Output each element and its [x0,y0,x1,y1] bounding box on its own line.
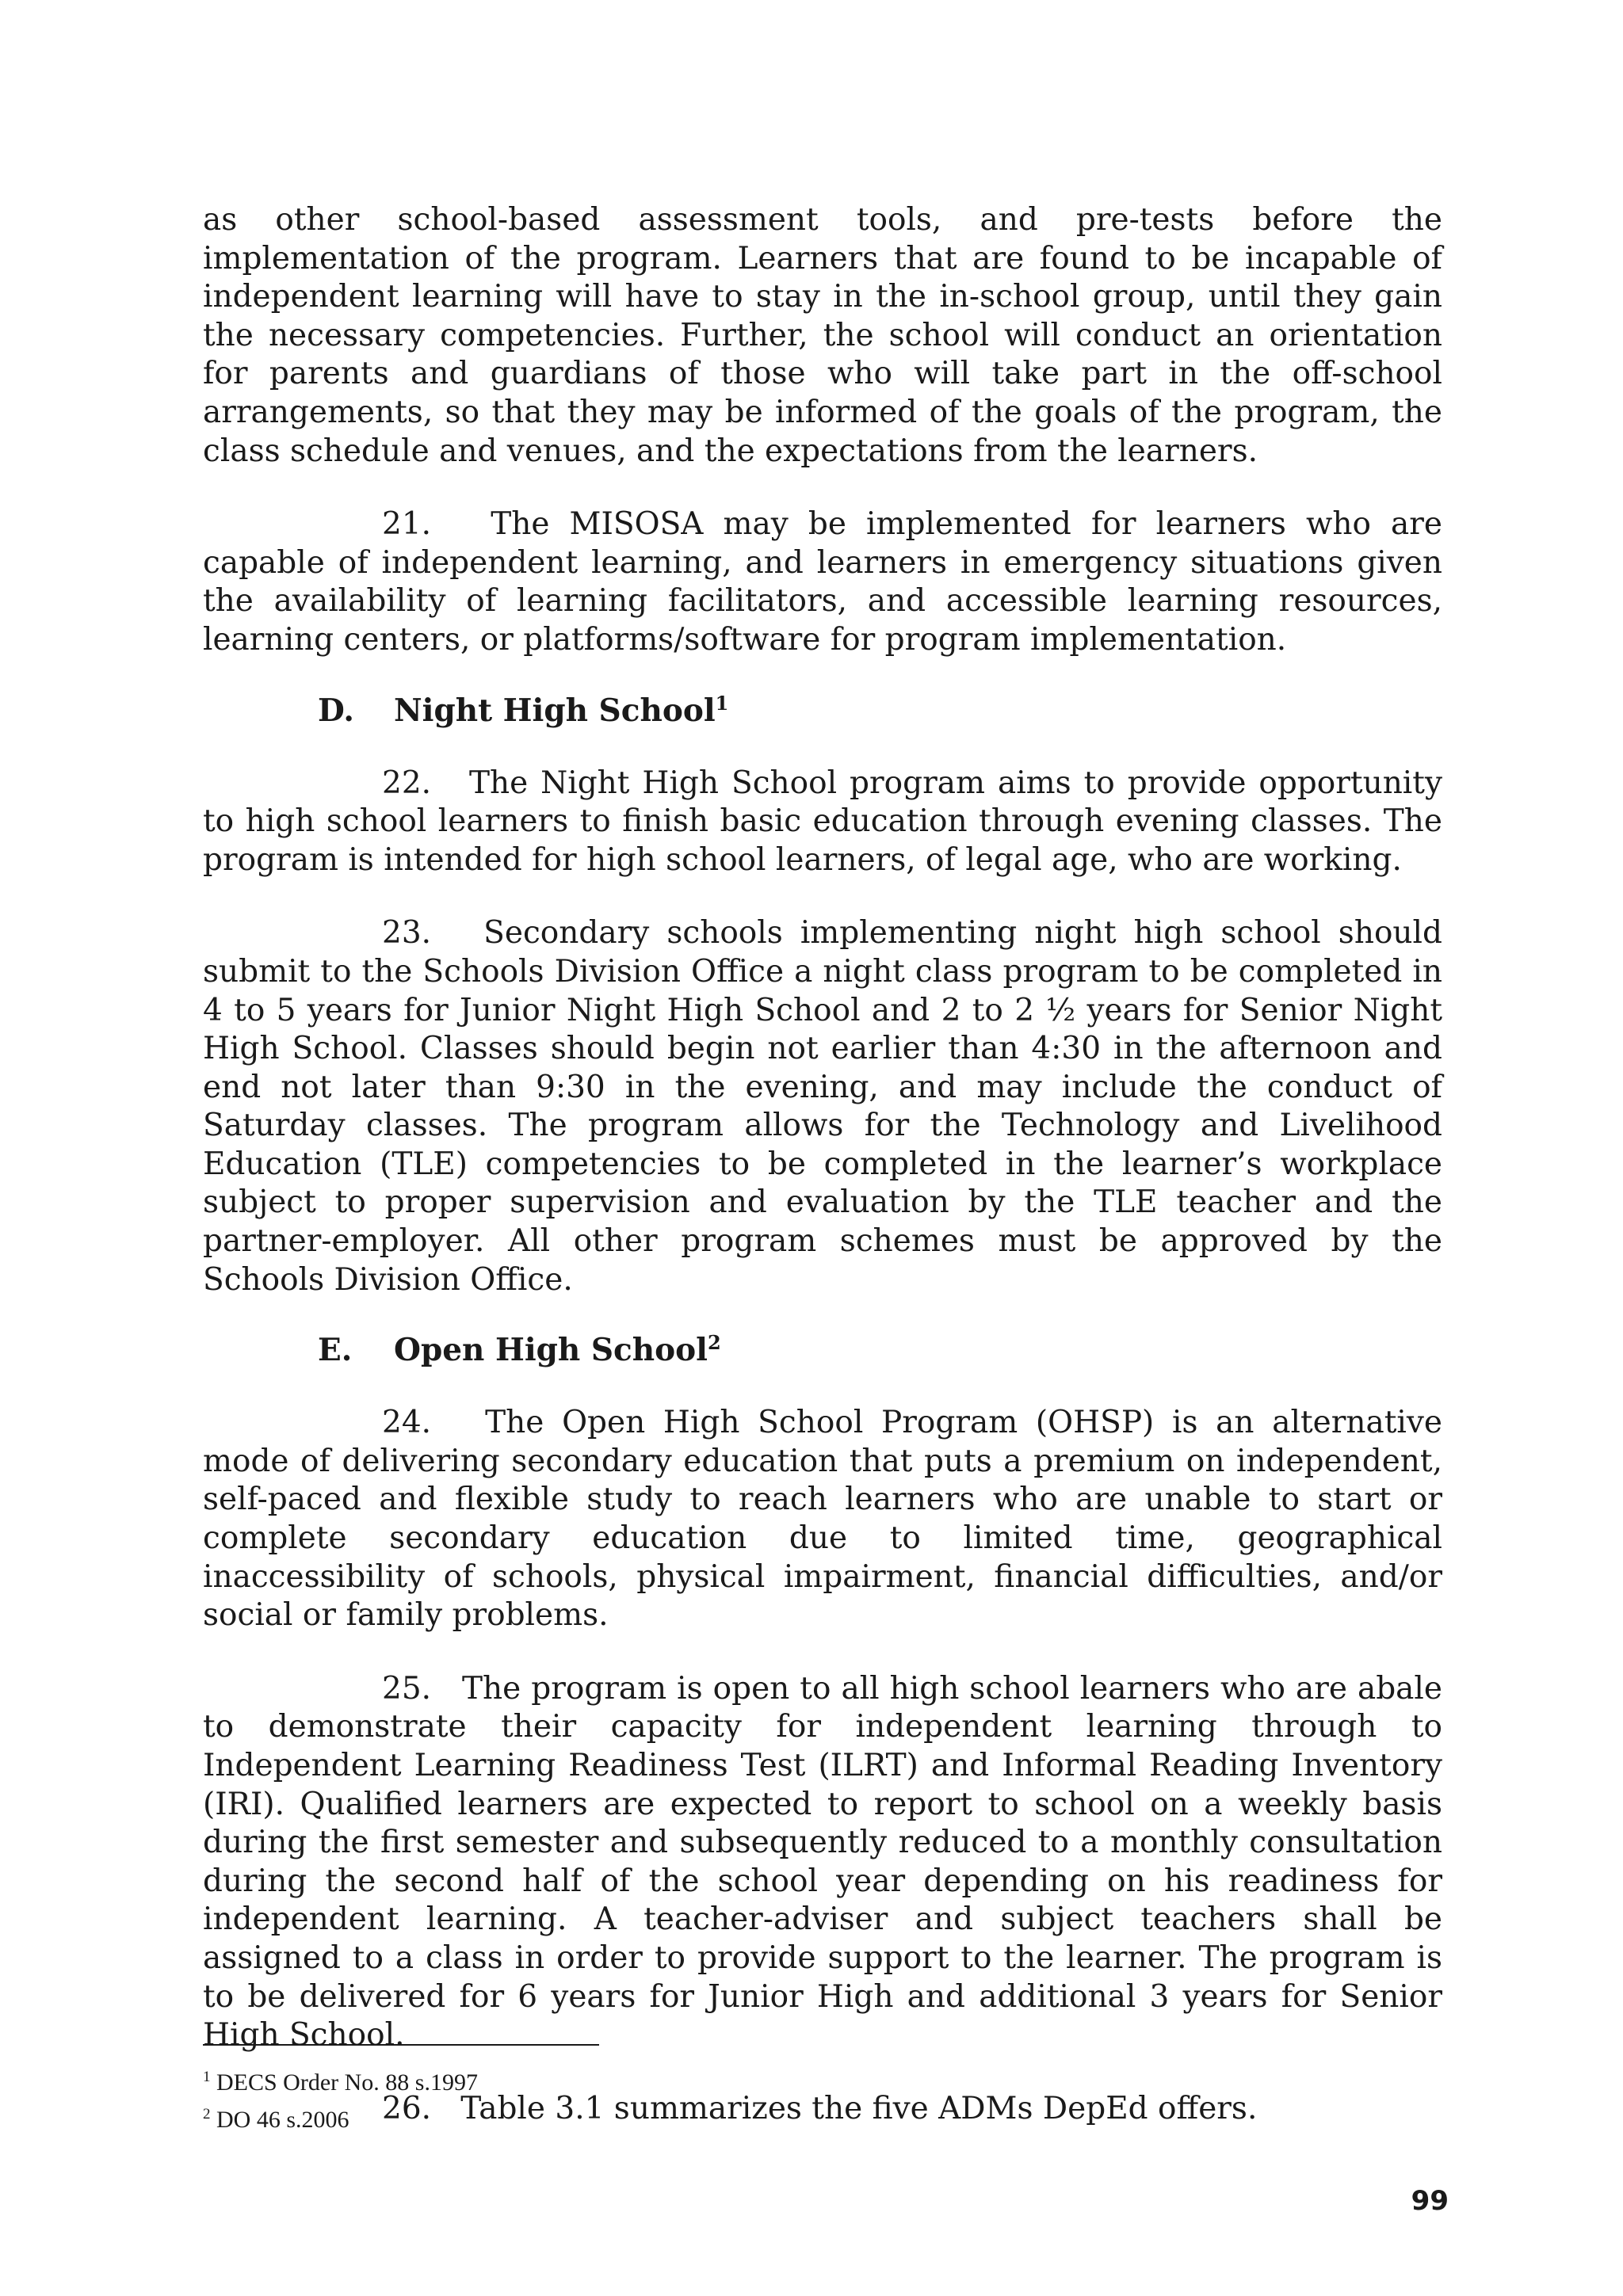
footnotes [203,2061,837,2136]
paragraph-number: 26. [382,2090,432,2126]
paragraph-text: Secondary schools implementing night high school should submit to the Schools Division Office a night class program to be completed in 4 to 5 years for Junior Night High School and 2 to 2 ½ years for Senior Night High School. Classes should begin not earlier than 4:30 in the afternoon and end not later than 9:30 in the evening, and may include the conduct of Saturday classes. The program allows for the Technology and Livelihood Education (TLE) competencies to be completed in the learner’s workplace subject to proper supervision and evaluation by the TLE teacher and the partner-employer. All other program schemes must be approved by the Schools Division Office. [203,915,1442,1298]
footnote-1 [203,2061,837,2099]
paragraph-22 [203,765,1442,880]
section-letter: E. [318,1332,353,1369]
paragraph-number: 23. [382,915,432,952]
paragraph-text: The Open High School Program (OHSP) is an alternative mode of delivering secondary education that puts a premium on independent, self-paced and flexible study to reach learners who are unable to start or complete secondary education due to limited time, geographical inaccessibility of schools, physical impairment, financial difficulties, and/or social or family problems. [203,1405,1442,1634]
footnote-mark: 2 [203,2106,211,2122]
paragraph-continuation: as other school-based assessment tools, and pre-tests before the implementation of the program. Learners that are found to be incapable of independent learning will have to stay in the in-school group, until they gain the necessary competencies. Further, the school will conduct an orientation for parents and guardians of those who will take part in the off-school arrangements, so that they may be informed of the goals of the program, the class schedule and venues, and the expectations from the learners. [203,202,1442,469]
section-title: Open High School [394,1332,708,1369]
paragraph-text: The program is open to all high school learners who are abale to demonstrate their capacity for independent learning through to Independent Learning Readiness Test (ILRT) and Informal Reading Inventory (IRI). Qualified learners are expected to report to school on a weekly basis during the first semester and subsequently reduced to a monthly consultation during the second half of the school year depending on his readiness for independent learning. A teacher-adviser and subject teachers shall be assigned to a class in order to provide support to the learner. The program is to be delivered for 6 years for Junior High and additional 3 years for Senior High School. [203,1670,1442,2054]
paragraph-number: 24. [382,1405,432,1441]
paragraph-text: The Night High School program aims to provide opportunity to high school learners to finish basic education through evening classes. The program is intended for high school learners, of legal age, who are working. [203,765,1442,878]
footnote-mark: 1 [203,2069,211,2085]
paragraph-number: 21. [382,506,432,543]
paragraph-number: 22. [382,765,432,801]
footnote-ref: 1 [715,691,729,715]
paragraph-text: The MISOSA may be implemented for learners who are capable of independent learning, and learners in emergency situations given the availability of learning facilitators, and accessible learning resources, learning centers, or platforms/software for program implementation. [203,506,1442,658]
footnote-text: DECS Order No. 88 s.1997 [216,2069,478,2096]
paragraph-21 [203,505,1442,659]
page-number: 99 [1411,2185,1449,2217]
paragraph-text: Table 3.1 summarizes the five ADMs DepEd offers. [460,2090,1258,2126]
section-title: Night High School [394,692,716,729]
section-heading-d [203,692,1442,730]
paragraph-24 [203,1404,1442,1635]
paragraph-23 [203,914,1442,1299]
footnote-ref: 2 [707,1331,721,1355]
footnote-2 [203,2099,837,2136]
page-body [203,201,1442,2128]
paragraph-25 [203,1670,1442,2055]
footnote-text: DO 46 s.2006 [216,2107,349,2133]
section-heading-e [203,1331,1442,1369]
paragraph-number: 25. [382,1670,432,1707]
footnote-divider [203,2044,599,2046]
section-letter: D. [318,692,355,729]
